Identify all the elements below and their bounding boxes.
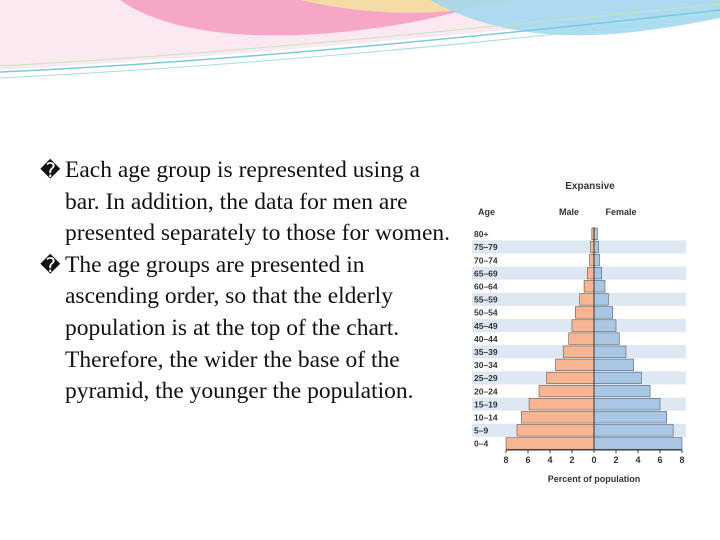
age-group-label: 60–64 [474, 281, 498, 292]
female-bar [594, 320, 616, 332]
male-bar [563, 346, 594, 358]
male-bar [521, 411, 594, 423]
age-group-label: 45–49 [474, 320, 498, 331]
female-bar [594, 254, 600, 266]
male-bar [547, 372, 594, 384]
male-bar [569, 333, 594, 345]
age-group-label: 0–4 [474, 438, 489, 449]
bullet-list [40, 155, 460, 408]
row-stripe [472, 267, 686, 280]
female-bar [594, 294, 608, 306]
bullet-text: The age groups are presented in ascending order, so that the elderly population is at the top of the chart. Therefore, the wider the base of the pyramid, the younger the population. [65, 251, 414, 405]
female-bar [594, 280, 605, 292]
x-tick-labels [503, 455, 684, 465]
population-pyramid-chart [458, 172, 708, 490]
male-bar [575, 307, 594, 319]
age-group-label: 40–44 [474, 333, 498, 344]
x-tick-label: 8 [503, 455, 509, 465]
x-tick-label: 0 [591, 455, 597, 465]
bullet-glyph: � [40, 252, 61, 277]
x-tick-label: 6 [657, 455, 663, 465]
male-bar [587, 267, 594, 279]
x-axis-label: Percent of population [547, 474, 641, 484]
age-group-label: 15–19 [474, 399, 498, 410]
female-bar [594, 438, 682, 450]
bullet-item [40, 250, 460, 408]
age-group-label: 70–74 [474, 255, 498, 266]
male-bar [590, 254, 594, 266]
legend-female: Female [605, 207, 637, 217]
male-bar [572, 320, 594, 332]
age-group-label: 75–79 [474, 242, 498, 253]
female-bar [594, 333, 619, 345]
x-tick-label: 4 [547, 455, 553, 465]
male-bar [529, 398, 594, 410]
female-bar [594, 307, 613, 319]
female-bar [594, 385, 650, 397]
age-group-label: 20–24 [474, 386, 498, 397]
y-axis-label: Age [478, 207, 496, 217]
bullet-item [40, 155, 460, 250]
x-tick-label: 8 [679, 455, 685, 465]
age-group-label: 80+ [474, 229, 489, 240]
age-group-label: 30–34 [474, 360, 498, 371]
age-group-label: 65–69 [474, 268, 498, 279]
female-bar [594, 346, 626, 358]
legend-male: Male [558, 207, 580, 217]
x-tick-label: 2 [613, 455, 619, 465]
female-bar [594, 241, 598, 253]
x-tick-label: 6 [525, 455, 531, 465]
female-bar [594, 411, 667, 423]
age-group-label: 55–59 [474, 294, 498, 305]
female-bar [594, 267, 602, 279]
row-stripe [472, 240, 686, 253]
male-bar [539, 385, 594, 397]
female-bar [594, 398, 660, 410]
male-bar [580, 294, 594, 306]
male-bar [556, 359, 595, 371]
age-group-labels [474, 229, 498, 449]
female-bar [594, 359, 634, 371]
row-stripe [472, 293, 686, 306]
x-tick-label: 4 [635, 455, 641, 465]
male-bar [517, 425, 594, 437]
bullet-glyph: � [40, 158, 61, 182]
x-tick-label: 2 [569, 455, 575, 465]
female-bar [594, 425, 673, 437]
age-group-label: 35–39 [474, 346, 498, 357]
female-bar [594, 372, 641, 384]
male-bar [584, 280, 594, 292]
age-group-label: 5–9 [474, 425, 489, 436]
chart-title: Expansive [565, 181, 615, 192]
age-group-label: 10–14 [474, 412, 498, 423]
decorative-banner [0, 0, 720, 95]
male-bar [506, 438, 594, 450]
bullet-text: Each age group is represented using a bar. In addition, the data for men are presented separately to those for women. [65, 157, 451, 247]
age-group-label: 25–29 [474, 373, 498, 384]
age-group-label: 50–54 [474, 307, 498, 318]
